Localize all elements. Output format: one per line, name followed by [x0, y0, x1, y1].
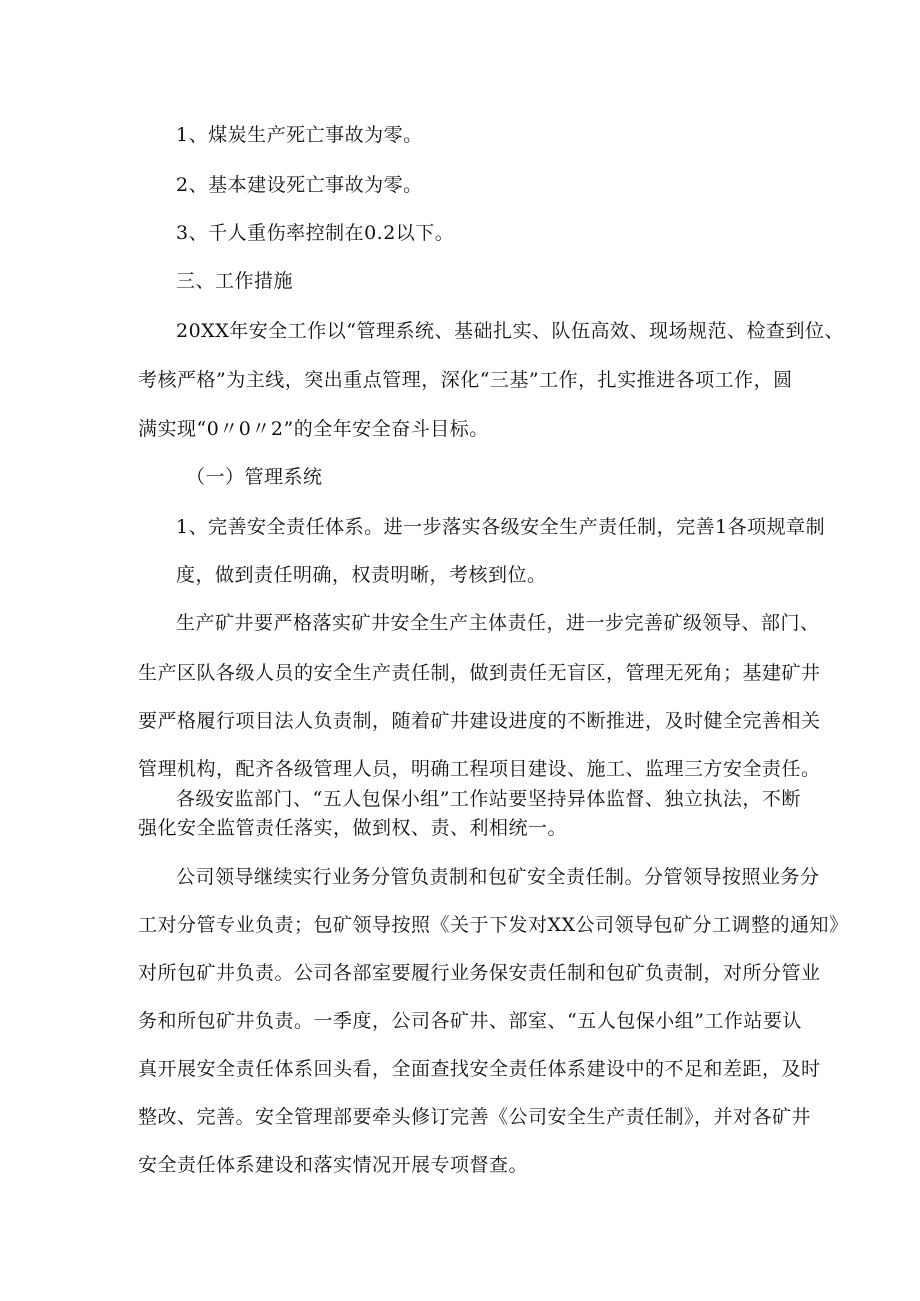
item-1-line-1: 1、完善安全责任体系。进一步落实各级安全生产责任制，完善1各项规章制: [176, 516, 826, 538]
paragraph-company-leaders-line-4: 务和所包矿井负责。一季度，公司各矿井、部室、“五人包保小组”工作站要认: [138, 1010, 802, 1032]
goal-item-1: 1、煤炭生产死亡事故为零。: [176, 124, 423, 146]
item-1-line-2: 度，做到责任明确，权责明晰，考核到位。: [176, 564, 547, 586]
paragraph-company-leaders-line-3: 对所包矿井负责。公司各部室要履行业务保安责任制和包矿负责制，对所分管业: [138, 962, 821, 984]
paragraph-company-leaders-line-5: 真开展安全责任体系回头看，全面查找安全责任体系建设中的不足和差距，及时: [138, 1058, 821, 1080]
paragraph-production-mines-line-1: 生产矿井要严格落实矿井安全生产主体责任，进一步完善矿级领导、部门、: [176, 612, 820, 634]
section-heading-work-measures: 三、工作措施: [176, 270, 294, 292]
goal-item-2: 2、基本建设死亡事故为零。: [176, 174, 423, 196]
intro-paragraph-line-2: 考核严格”为主线，突出重点管理，深化“三基”工作，扎实推进各项工作，圆: [138, 369, 793, 391]
goal-item-3: 3、千人重伤率控制在0.2以下。: [176, 222, 455, 244]
paragraph-production-mines-line-3: 要严格履行项目法人负责制，随着矿井建设进度的不断推进，及时健全完善相关: [138, 710, 821, 732]
intro-paragraph-line-3: 满实现“0〃0〃2”的全年安全奋斗目标。: [138, 418, 489, 440]
paragraph-company-leaders-line-6: 整改、完善。安全管理部要牵头修订完善《公司安全生产责任制》，并对各矿井: [138, 1106, 812, 1128]
paragraph-company-leaders-line-1: 公司领导继续实行业务分管负责制和包矿安全责任制。分管领导按照业务分: [176, 866, 820, 888]
paragraph-safety-supervision-line-1: 各级安监部门、“五人包保小组”工作站要坚持异体监督、独立执法，不断: [176, 788, 801, 810]
subsection-heading-management-system: （一）管理系统: [186, 466, 323, 488]
paragraph-company-leaders-line-2: 工对分管专业负责；包矿领导按照《关于下发对XX公司领导包矿分工调整的通知》: [138, 914, 849, 936]
paragraph-safety-supervision-line-2: 强化安全监管责任落实，做到权、责、利相统一。: [138, 817, 568, 839]
intro-paragraph-line-1: 20XX年安全工作以“管理系统、基础扎实、队伍高效、现场规范、检查到位、: [176, 320, 844, 342]
paragraph-company-leaders-line-7: 安全责任体系建设和落实情况开展专项督查。: [138, 1154, 529, 1176]
paragraph-production-mines-line-2: 生产区队各级人员的安全生产责任制，做到责任无盲区，管理无死角；基建矿井: [138, 662, 821, 684]
paragraph-production-mines-line-4: 管理机构，配齐各级管理人员，明确工程项目建设、施工、监理三方安全责任。: [138, 758, 821, 780]
